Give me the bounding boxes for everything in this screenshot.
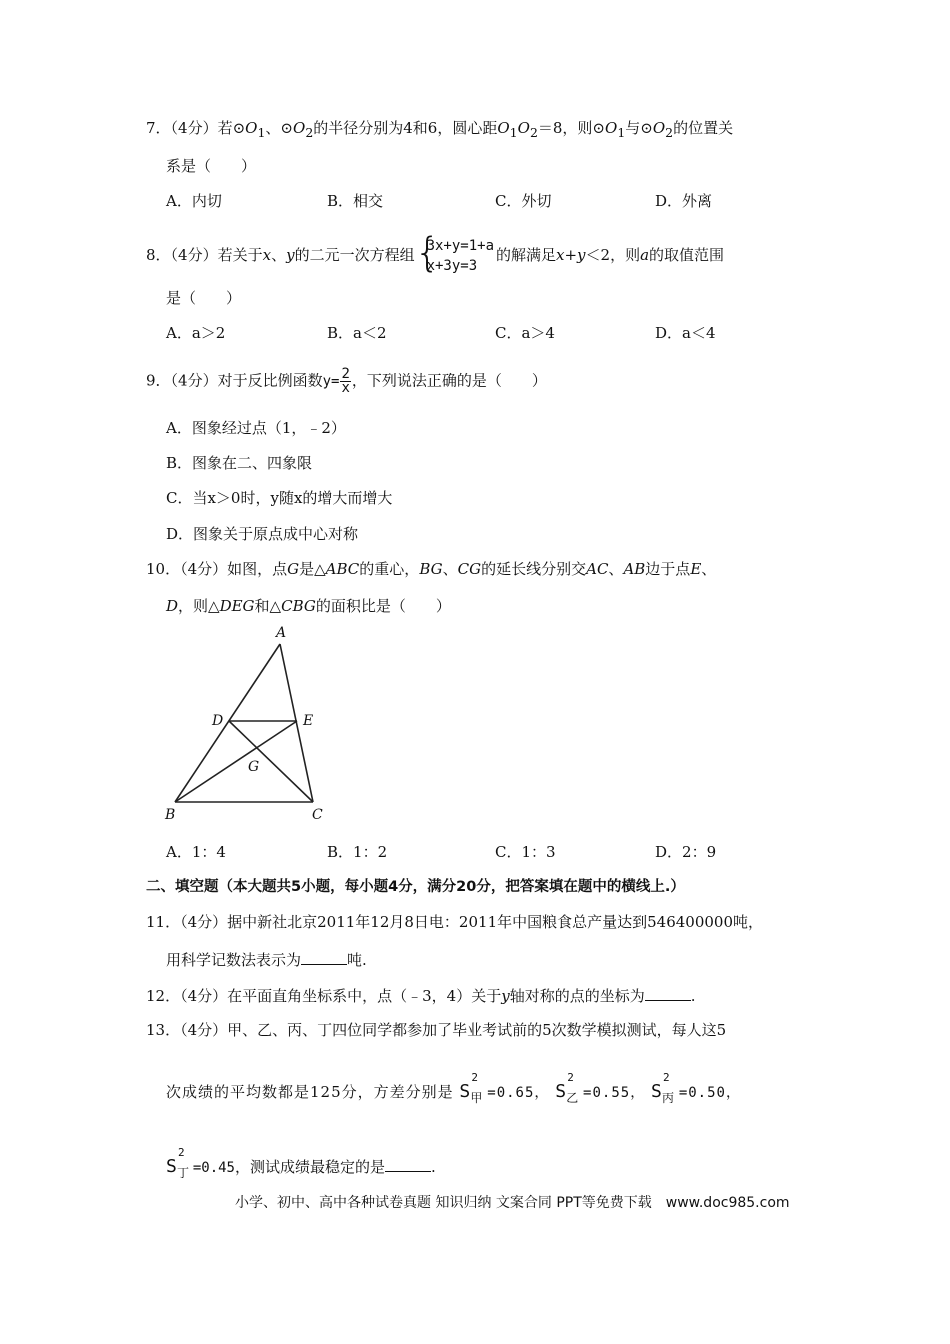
q11-answer-blank[interactable] xyxy=(301,949,347,965)
q11-stem-line1: 11．（4分）据中新社北京2011年12月8日电：2011年中国粮食总产量达到546400000吨， xyxy=(146,913,764,931)
q9-option-a[interactable]: A．图象经过点（1，﹣2） xyxy=(166,419,346,437)
q9-stem: 9．（4分）对于反比例函数y= $\frac{2}{x}$ ，下列说法正确的是（ ） xyxy=(146,366,547,396)
q9-option-c[interactable]: C．当x＞0时，y随x的增大而增大 xyxy=(166,489,393,507)
label-g: G xyxy=(248,759,260,775)
variance-yi: S 2 乙 xyxy=(555,1071,580,1105)
q7-option-c[interactable]: C．外切 xyxy=(495,192,552,210)
q7-stem-line1: 7．（4分）若$⊙O_1$、$⊙O_2$的半径分别为4和6，圆心距$O_1O_2=8$，则$⊙O_1$与$⊙O_2$的位置关 xyxy=(146,119,734,140)
label-b: B xyxy=(165,807,176,823)
footer-banner: 小学、初中、高中各种试卷真题 知识归纳 文案合同 PPT等免费下载 www.doc985.com xyxy=(235,1195,790,1211)
q10-stem-line1: 10．（4分）如图，点G是△ABC的重心，BG、CG的延长线分别交AC、AB边于点E、 xyxy=(146,560,717,578)
q13-stem-line1: 13．（4分）甲、乙、丙、丁四位同学都参加了毕业考试前的5次数学模拟测试，每人这5 xyxy=(146,1021,727,1039)
segment-be xyxy=(175,721,297,802)
label-d: D xyxy=(212,713,224,729)
edge-ab xyxy=(175,644,280,802)
q10-option-c[interactable]: C．1：3 xyxy=(495,843,556,861)
q9-option-b[interactable]: B．图象在二、四象限 xyxy=(166,454,313,472)
q8-option-c[interactable]: C．a＞4 xyxy=(495,324,555,342)
q13-answer-blank[interactable] xyxy=(385,1156,431,1172)
q13-stem-line3: S 2 丁 =0.45，测试成绩最稳定的是 . xyxy=(166,1146,436,1180)
q13-stem-line2: 次成绩的平均数都是125分，方差分别是 S 2 甲 =0.65， S 2 乙 =0.55， S 2 丙 =0.50， xyxy=(166,1071,741,1105)
variance-jia: S 2 甲 xyxy=(459,1071,484,1105)
variance-bing: S 2 丙 xyxy=(650,1071,675,1105)
label-e: E xyxy=(303,713,314,729)
q9-option-d[interactable]: D．图象关于原点成中心对称 xyxy=(166,525,359,543)
segment-cd xyxy=(229,721,313,802)
q10-option-d[interactable]: D．2：9 xyxy=(655,843,717,861)
q8-stem-line2: 是（ ） xyxy=(166,289,242,307)
q12-answer-blank[interactable] xyxy=(645,985,691,1001)
q10-option-a[interactable]: A．1：4 xyxy=(166,843,226,861)
q7-stem-line2: 系是（ ） xyxy=(166,157,257,175)
q9-fraction: $\frac{2}{x}$ xyxy=(341,366,350,396)
label-c: C xyxy=(312,807,323,823)
q8-stem-line1: 8．（4分）若关于x、y的二元一次方程组 { 3x+y=1+a x+3y=3 的解满足x+y＜2，则a的取值范围 xyxy=(146,230,725,276)
q8-equation-system: { 3x+y=1+a x+3y=3 xyxy=(414,230,495,276)
label-a: A xyxy=(276,625,287,641)
q12-stem: 12．（4分）在平面直角坐标系中，点（﹣3，4）关于y轴对称的点的坐标为 . xyxy=(146,987,696,1005)
section-2-heading: 二、填空题（本大题共5小题，每小题4分，满分20分，把答案填在题中的横线上.） xyxy=(146,879,685,895)
q10-stem-line2: D，则△DEG和△CBG的面积比是（ ） xyxy=(166,597,451,615)
q7-option-a[interactable]: A．内切 xyxy=(166,192,222,210)
q10-option-b[interactable]: B．1：2 xyxy=(327,843,388,861)
q10-triangle-figure xyxy=(150,624,350,824)
q11-stem-line2: 用科学记数法表示为 吨. xyxy=(166,951,367,969)
q8-option-a[interactable]: A．a＞2 xyxy=(166,324,226,342)
brace-icon: { xyxy=(414,230,441,276)
q8-option-d[interactable]: D．a＜4 xyxy=(655,324,716,342)
variance-ding: S 2 丁 xyxy=(166,1146,190,1180)
q7-option-d[interactable]: D．外离 xyxy=(655,192,713,210)
q7-option-b[interactable]: B．相交 xyxy=(327,192,384,210)
q8-option-b[interactable]: B．a＜2 xyxy=(327,324,387,342)
